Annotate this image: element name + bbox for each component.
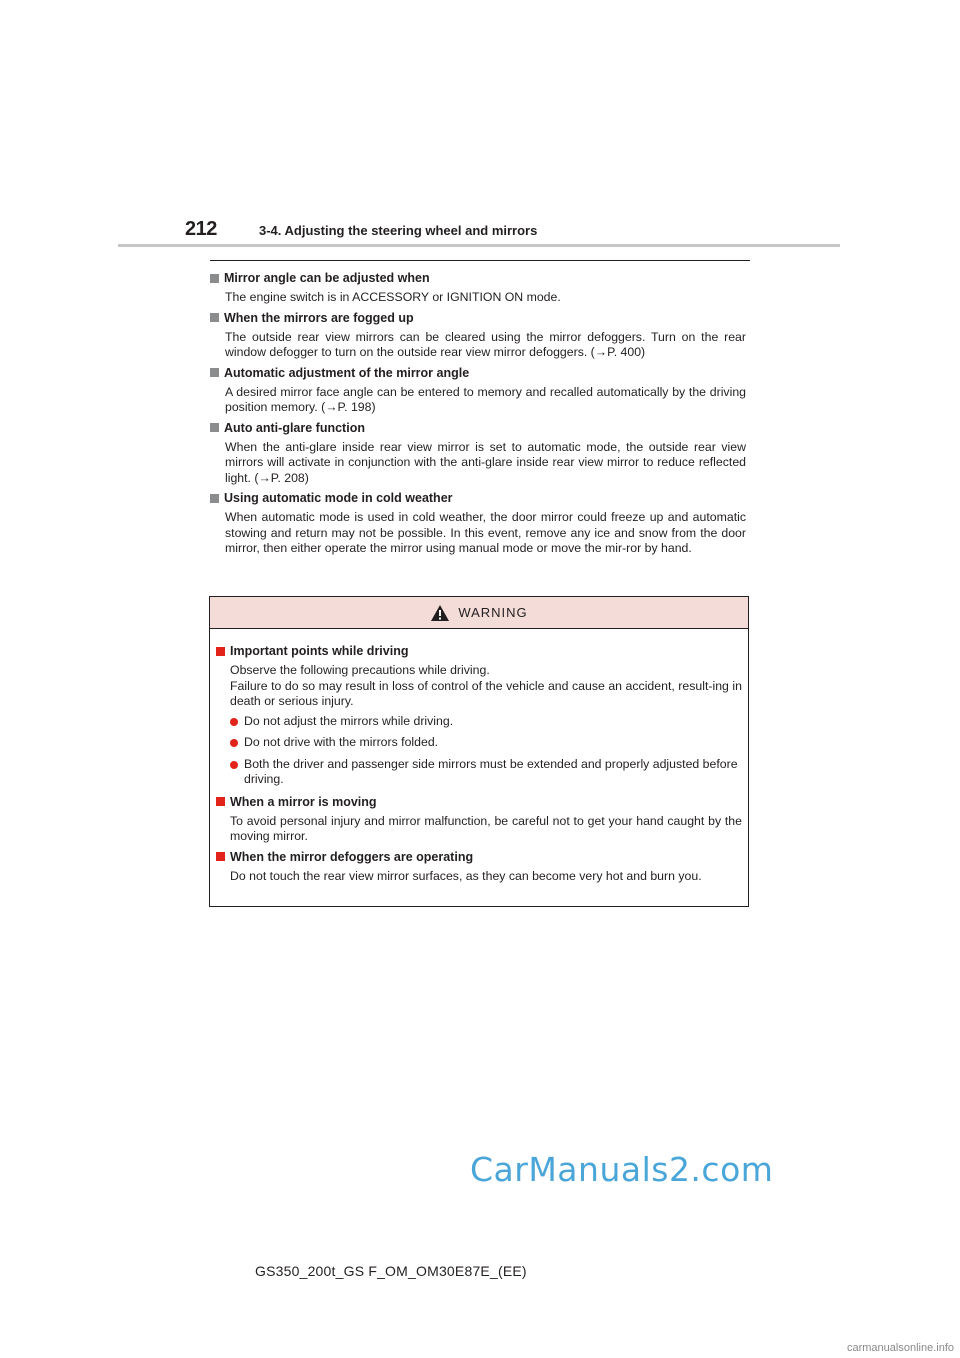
warning-header: [210, 597, 748, 629]
warning-bullet: [230, 757, 742, 788]
note-heading: [210, 365, 746, 381]
note-heading-text: Using automatic mode in cold weather: [224, 491, 453, 505]
page-number: 212: [185, 218, 217, 240]
note-item: [210, 490, 746, 557]
note-body: The engine switch is in ACCESSORY or IGNITION ON mode.: [225, 290, 561, 304]
warning-section: [216, 643, 742, 788]
warning-bullet: [230, 735, 742, 751]
square-bullet-icon: [210, 494, 219, 503]
circle-bullet-icon: [230, 761, 238, 769]
watermark-bottom: carmanualsonline.info: [846, 1342, 954, 1354]
notes-section: [210, 270, 746, 561]
square-bullet-icon: [216, 852, 225, 861]
circle-bullet-icon: [230, 718, 238, 726]
note-body: When automatic mode is used in cold weather, the door mirror could freeze up and automatic stowing and return may not be possible. In this event, remove any ice and snow from the door mirror, then either operate the mirror using manual mode or move the mir-ror by hand.: [225, 510, 746, 555]
note-item: [210, 310, 746, 361]
warning-triangle-icon: [430, 604, 450, 622]
warning-text: To avoid personal injury and mirror malfunction, be careful not to get your hand caught by the moving mirror.: [230, 813, 742, 843]
warning-section-heading: [216, 849, 742, 865]
circle-bullet-icon: [230, 739, 238, 747]
warning-heading-text: Important points while driving: [230, 644, 409, 658]
warning-label: WARNING: [458, 605, 528, 620]
note-body: When the anti-glare inside rear view mirror is set to automatic mode, the outside rear view mirrors will activate in conjunction with the anti-glare inside rear view mirror to reduce reflected light. (→P. 208): [225, 439, 746, 485]
warning-bullet-text: Do not drive with the mirrors folded.: [244, 735, 439, 749]
watermark-logo: CarManuals2.com: [470, 1150, 774, 1189]
warning-bullet-text: Do not adjust the mirrors while driving.: [244, 713, 454, 728]
warning-bullet-list: [216, 710, 742, 788]
note-heading-text: Mirror angle can be adjusted when: [224, 271, 430, 285]
warning-section-heading: [216, 794, 742, 810]
square-bullet-icon: [216, 647, 225, 656]
warning-body: [210, 629, 748, 884]
warning-text-line: Failure to do so may result in loss of control of the vehicle and cause an accident, result-ing in death or serious injury.: [230, 678, 742, 708]
warning-section-heading: [216, 643, 742, 659]
square-bullet-icon: [216, 797, 225, 806]
note-item: [210, 420, 746, 487]
warning-bullet: [230, 714, 742, 730]
warning-section: [216, 849, 742, 885]
note-heading: [210, 490, 746, 506]
note-heading-text: Auto anti-glare function: [224, 420, 365, 435]
square-bullet-icon: [210, 368, 219, 377]
section-title: 3-4. Adjusting the steering wheel and mirrors: [259, 223, 538, 238]
note-heading-text: Automatic adjustment of the mirror angle: [224, 365, 470, 380]
manual-code: GS350_200t_GS F_OM_OM30E87E_(EE): [255, 1263, 527, 1279]
square-bullet-icon: [210, 274, 219, 283]
note-heading: [210, 270, 746, 286]
warning-section: [216, 794, 742, 845]
warning-heading-text: When the mirror defoggers are operating: [230, 849, 474, 864]
note-heading: [210, 420, 746, 436]
note-body: A desired mirror face angle can be entered to memory and recalled automatically by the driving position memory. (→P. 198): [225, 384, 746, 414]
header-rule: [118, 244, 840, 247]
warning-bullet-text: Both the driver and passenger side mirrors must be extended and properly adjusted before driving.: [244, 756, 738, 786]
warning-text: Do not touch the rear view mirror surfaces, as they can become very hot and burn you.: [230, 868, 702, 883]
note-item: [210, 365, 746, 416]
note-heading: [210, 310, 746, 326]
warning-box: [209, 596, 749, 907]
warning-text-line: Observe the following precautions while driving.: [230, 663, 490, 677]
content-top-rule: [210, 260, 750, 261]
square-bullet-icon: [210, 423, 219, 432]
square-bullet-icon: [210, 313, 219, 322]
note-heading-text: When the mirrors are fogged up: [224, 310, 414, 325]
warning-text: [216, 659, 742, 710]
warning-heading-text: When a mirror is moving: [230, 794, 377, 809]
note-item: [210, 270, 746, 306]
note-body: The outside rear view mirrors can be cleared using the mirror defoggers. Turn on the rear window defogger to turn on the outside rear view mirror defoggers. (→P. 400): [225, 329, 746, 359]
